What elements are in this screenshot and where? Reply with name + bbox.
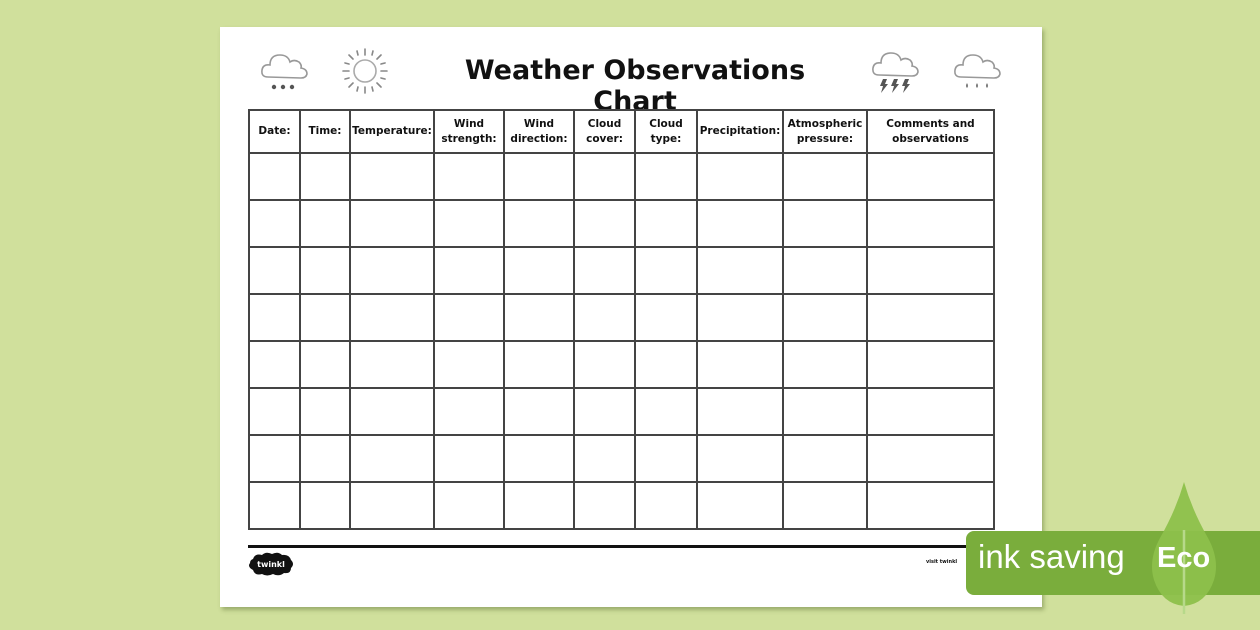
table-cell[interactable] xyxy=(504,435,574,482)
table-cell[interactable] xyxy=(574,482,635,529)
column-header: Atmospheric pressure: xyxy=(783,110,867,153)
table-cell[interactable] xyxy=(249,435,300,482)
table-cell[interactable] xyxy=(300,388,350,435)
table-cell[interactable] xyxy=(635,247,697,294)
column-header: Cloud type: xyxy=(635,110,697,153)
table-cell[interactable] xyxy=(350,435,434,482)
table-cell[interactable] xyxy=(697,247,783,294)
table-header-row xyxy=(249,110,994,153)
column-header: Cloud cover: xyxy=(574,110,635,153)
column-header: Time: xyxy=(300,110,350,153)
table-cell[interactable] xyxy=(783,153,867,200)
table-cell[interactable] xyxy=(300,294,350,341)
column-header: Comments and observations xyxy=(867,110,994,153)
column-header: Precipitation: xyxy=(697,110,783,153)
table-cell[interactable] xyxy=(249,482,300,529)
table-cell[interactable] xyxy=(697,294,783,341)
table-cell[interactable] xyxy=(300,341,350,388)
table-cell[interactable] xyxy=(783,294,867,341)
table-cell[interactable] xyxy=(697,153,783,200)
table-cell[interactable] xyxy=(249,341,300,388)
table-cell[interactable] xyxy=(574,294,635,341)
sun-icon xyxy=(340,45,390,97)
table-cell[interactable] xyxy=(249,388,300,435)
table-cell[interactable] xyxy=(350,200,434,247)
table-cell[interactable] xyxy=(434,482,504,529)
table-cell[interactable] xyxy=(574,435,635,482)
table-cell[interactable] xyxy=(504,153,574,200)
observations-table xyxy=(248,109,995,530)
table-cell[interactable] xyxy=(783,435,867,482)
snow-cloud-icon xyxy=(258,47,312,95)
table-cell[interactable] xyxy=(504,200,574,247)
table-cell[interactable] xyxy=(635,482,697,529)
svg-text:twinkl: twinkl xyxy=(257,560,285,569)
twinkl-logo xyxy=(247,551,295,577)
column-header: Temperature: xyxy=(350,110,434,153)
table-cell[interactable] xyxy=(867,247,994,294)
table-row xyxy=(249,153,994,200)
table-cell[interactable] xyxy=(697,200,783,247)
thunderstorm-cloud-icon xyxy=(870,45,922,97)
page-title: Weather Observations Chart xyxy=(464,55,806,117)
table-cell[interactable] xyxy=(300,482,350,529)
table-cell[interactable] xyxy=(867,341,994,388)
table-cell[interactable] xyxy=(574,247,635,294)
rain-cloud-icon xyxy=(952,47,1004,95)
table-cell[interactable] xyxy=(867,294,994,341)
table-cell[interactable] xyxy=(635,200,697,247)
table-cell[interactable] xyxy=(783,341,867,388)
table-cell[interactable] xyxy=(635,153,697,200)
table-cell[interactable] xyxy=(697,388,783,435)
table-cell[interactable] xyxy=(574,153,635,200)
eco-label: Eco xyxy=(1157,542,1211,574)
table-row xyxy=(249,388,994,435)
table-row xyxy=(249,435,994,482)
table-cell[interactable] xyxy=(697,341,783,388)
table-cell[interactable] xyxy=(635,341,697,388)
table-cell[interactable] xyxy=(350,388,434,435)
table-cell[interactable] xyxy=(300,200,350,247)
table-cell[interactable] xyxy=(697,435,783,482)
table-cell[interactable] xyxy=(783,388,867,435)
table-cell[interactable] xyxy=(574,388,635,435)
table-cell[interactable] xyxy=(434,294,504,341)
table-cell[interactable] xyxy=(867,200,994,247)
table-cell[interactable] xyxy=(783,200,867,247)
ink-saving-label: ink saving xyxy=(978,538,1125,575)
table-row xyxy=(249,200,994,247)
table-cell[interactable] xyxy=(783,482,867,529)
table-cell[interactable] xyxy=(300,153,350,200)
table-row xyxy=(249,341,994,388)
table-cell[interactable] xyxy=(867,388,994,435)
table-cell[interactable] xyxy=(504,388,574,435)
table-cell[interactable] xyxy=(350,247,434,294)
table-cell[interactable] xyxy=(434,200,504,247)
table-cell[interactable] xyxy=(434,341,504,388)
table-cell[interactable] xyxy=(249,200,300,247)
visit-website-text: visit twinkl xyxy=(926,559,958,565)
table-cell[interactable] xyxy=(300,247,350,294)
table-cell[interactable] xyxy=(249,247,300,294)
table-cell[interactable] xyxy=(300,435,350,482)
table-cell[interactable] xyxy=(867,482,994,529)
table-cell[interactable] xyxy=(434,153,504,200)
table-cell[interactable] xyxy=(504,294,574,341)
table-cell[interactable] xyxy=(783,247,867,294)
footer-divider xyxy=(248,545,1013,548)
table-row xyxy=(249,482,994,529)
table-cell[interactable] xyxy=(504,482,574,529)
table-cell[interactable] xyxy=(867,153,994,200)
table-cell[interactable] xyxy=(350,153,434,200)
table-cell[interactable] xyxy=(350,294,434,341)
table-cell[interactable] xyxy=(867,435,994,482)
table-row xyxy=(249,247,994,294)
table-row xyxy=(249,294,994,341)
table-cell[interactable] xyxy=(249,294,300,341)
table-cell[interactable] xyxy=(504,341,574,388)
column-header: Wind direction: xyxy=(504,110,574,153)
table-cell[interactable] xyxy=(350,482,434,529)
table-cell[interactable] xyxy=(434,247,504,294)
column-header: Wind strength: xyxy=(434,110,504,153)
table-cell[interactable] xyxy=(574,341,635,388)
table-cell[interactable] xyxy=(434,388,504,435)
table-cell[interactable] xyxy=(697,482,783,529)
table-cell[interactable] xyxy=(249,153,300,200)
table-cell[interactable] xyxy=(504,247,574,294)
table-cell[interactable] xyxy=(635,294,697,341)
table-cell[interactable] xyxy=(350,341,434,388)
table-cell[interactable] xyxy=(635,435,697,482)
column-header: Date: xyxy=(249,110,300,153)
table-cell[interactable] xyxy=(574,200,635,247)
table-cell[interactable] xyxy=(434,435,504,482)
table-cell[interactable] xyxy=(635,388,697,435)
worksheet-page xyxy=(220,27,1042,607)
